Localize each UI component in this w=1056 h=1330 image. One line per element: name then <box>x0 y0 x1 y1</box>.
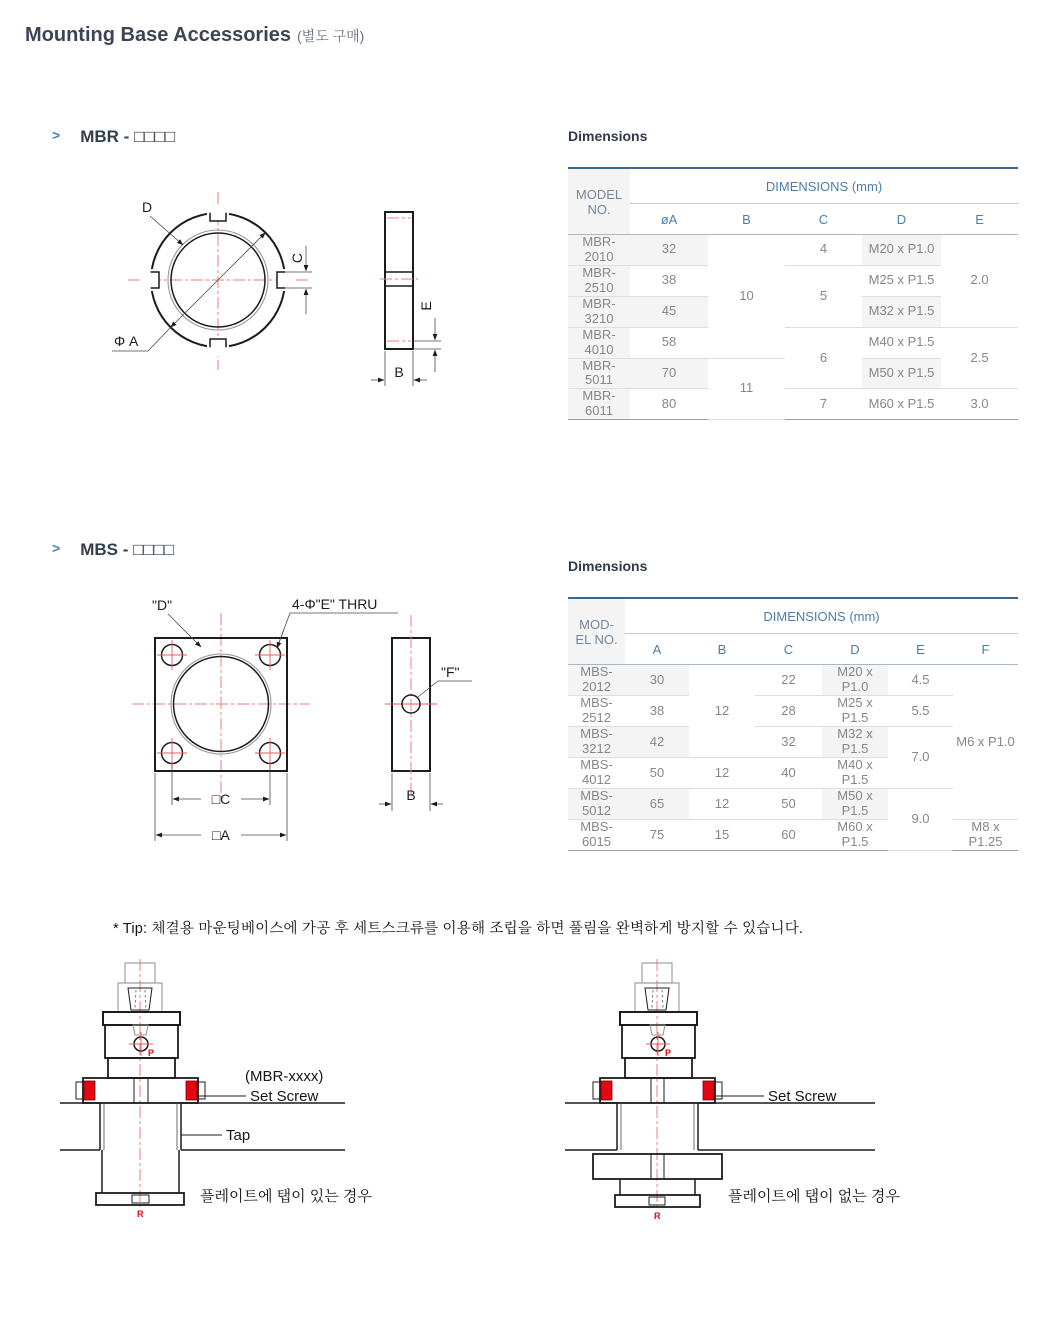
cell-c: 4 <box>785 235 862 266</box>
mbr-model-label: (MBR-xxxx) <box>245 1068 324 1085</box>
cell-b: 12 <box>689 789 755 820</box>
cell-d: M50 x P1.5 <box>822 789 888 820</box>
cell-model: MBS-2012 <box>568 665 625 696</box>
page-title-text: Mounting Base Accessories <box>25 24 292 46</box>
cell-b: 12 <box>689 758 755 789</box>
set-screw-right <box>186 1081 197 1100</box>
cell-e: 9.0 <box>888 789 953 851</box>
cell-c: 6 <box>785 327 862 389</box>
page-title <box>25 24 364 47</box>
cell-a: 38 <box>625 696 689 727</box>
mbr-technical-drawing <box>100 190 445 395</box>
cell-a: 65 <box>625 789 689 820</box>
cell-model: MBS-4012 <box>568 758 625 789</box>
cell-b: 10 <box>708 235 785 359</box>
cell-b: 11 <box>708 358 785 420</box>
table-row <box>568 235 1018 266</box>
cell-c: 50 <box>755 789 822 820</box>
tap-label: Tap <box>226 1127 251 1144</box>
mounting-plate <box>565 1103 875 1150</box>
port-r-label: R <box>137 1209 144 1219</box>
port-p-label: P <box>148 1048 155 1058</box>
cell-a: 80 <box>661 395 677 411</box>
table-row <box>568 727 1018 758</box>
mbs-dimensions-label: Dimensions <box>568 558 648 574</box>
mbs-technical-drawing <box>100 593 480 855</box>
cell-d: M20 x P1.0 <box>862 235 941 266</box>
mbr-dimensions-label: Dimensions <box>568 128 648 144</box>
cell-b: 12 <box>689 665 755 758</box>
cell-a: 42 <box>625 727 689 758</box>
cell-a: 75 <box>649 826 665 842</box>
cell-d: M40 x P1.5 <box>862 327 941 358</box>
col-header-f: F <box>953 634 1018 665</box>
dimensions-group-header: DIMENSIONS (mm) <box>625 598 1018 634</box>
dim-label-c: C <box>289 252 305 264</box>
dim-label-e: E <box>418 301 434 311</box>
cell-model: MBR-4010 <box>568 327 630 358</box>
col-header-c: C <box>785 204 862 235</box>
cell-f: M8 x P1.25 <box>968 819 1003 849</box>
mbs-side-view <box>379 615 472 811</box>
cell-model: MBR-2010 <box>568 235 630 266</box>
dim-label-thru: 4-Φ"E" THRU <box>292 596 378 612</box>
cell-e: 7.0 <box>888 727 953 789</box>
cell-c: 7 <box>819 395 828 411</box>
cell-e: 3.0 <box>970 395 989 411</box>
cell-d: M25 x P1.5 <box>822 696 888 727</box>
model-no-header: MOD- EL NO. <box>568 598 625 665</box>
dim-label-square-a: □A <box>212 827 230 843</box>
cell-a: 30 <box>625 665 689 696</box>
dim-label-phi-a: Φ A <box>114 333 139 349</box>
dim-label-d: "D" <box>152 597 173 613</box>
cell-d: M20 x P1.0 <box>822 665 888 696</box>
cell-e: 5.5 <box>888 696 953 727</box>
cell-d: M40 x P1.5 <box>822 758 888 789</box>
diagram-caption: 플레이트에 탭이 있는 경우 <box>200 1188 372 1205</box>
col-header-d: D <box>822 634 888 665</box>
table-row <box>568 789 1018 820</box>
cell-a: 32 <box>630 235 708 266</box>
cell-b: 15 <box>714 826 730 842</box>
mbr-heading-text: MBR - □□□□ <box>80 127 176 146</box>
mbs-heading-text: MBS - □□□□ <box>80 540 175 559</box>
cell-model: MBS-2512 <box>568 696 625 727</box>
mbr-front-view <box>112 192 312 370</box>
cell-a: 45 <box>630 296 708 327</box>
cell-a: 58 <box>630 327 708 358</box>
cell-d: M60 x P1.5 <box>868 395 935 411</box>
mbs-section-heading <box>52 540 174 560</box>
cell-e: 2.5 <box>941 327 1018 389</box>
tip-text: * Tip: 체결용 마운팅베이스에 가공 후 세트스크류를 이용해 조립을 하면 풀림을 완벽하게 방지할 수 있습니다. <box>113 921 804 937</box>
table-header-row <box>568 598 1018 634</box>
mbs-dimensions-table <box>568 597 1018 851</box>
diagram-caption: 플레이트에 탭이 없는 경우 <box>728 1188 900 1205</box>
cell-c: 40 <box>755 758 822 789</box>
cell-model: MBR-5011 <box>568 358 630 389</box>
cell-model: MBR-2510 <box>568 265 630 296</box>
table-header-row <box>568 168 1018 204</box>
set-screw-left <box>601 1081 612 1100</box>
port-p-label: P <box>665 1048 672 1058</box>
page-title-note: (별도 구매) <box>297 28 365 44</box>
port-r-label: R <box>654 1211 661 1221</box>
cell-f: M6 x P1.0 <box>953 665 1018 820</box>
col-header-b: B <box>689 634 755 665</box>
table-subheader-row <box>568 204 1018 235</box>
cell-c: 5 <box>785 265 862 327</box>
col-header-b: B <box>708 204 785 235</box>
assembly-diagram-without-tap <box>560 955 1000 1227</box>
set-screw-label: Set Screw <box>250 1088 319 1105</box>
col-header-e: E <box>888 634 953 665</box>
cell-a: 70 <box>630 358 708 389</box>
mbr-dimensions-table <box>568 167 1018 420</box>
cell-model: MBR-6011 <box>568 389 630 420</box>
table-row <box>568 389 1018 420</box>
cell-model: MBS-6015 <box>580 819 613 849</box>
dim-label-b: B <box>394 364 404 380</box>
cell-c: 32 <box>755 727 822 758</box>
table-subheader-row <box>568 634 1018 665</box>
chevron-right-icon: > <box>52 540 61 556</box>
cell-d: M60 x P1.5 <box>837 819 873 849</box>
mounting-plate <box>60 1103 345 1150</box>
assembly-diagram-with-tap <box>60 955 480 1227</box>
mbr-side-view <box>371 212 441 386</box>
cell-c: 60 <box>781 826 796 842</box>
col-header-c: C <box>755 634 822 665</box>
table-row <box>568 696 1018 727</box>
cell-e: 4.5 <box>888 665 953 696</box>
model-no-header: MODEL NO. <box>568 168 630 235</box>
dimensions-group-header: DIMENSIONS (mm) <box>630 168 1018 204</box>
cell-d: M32 x P1.5 <box>862 296 941 327</box>
col-header-e: E <box>941 204 1018 235</box>
set-screw-right <box>703 1081 714 1100</box>
cell-model: MBR-3210 <box>568 296 630 327</box>
cell-a: 50 <box>625 758 689 789</box>
cell-c: 28 <box>755 696 822 727</box>
mbr-section-heading <box>52 127 175 147</box>
dim-label-f: "F" <box>441 664 460 680</box>
dim-label-d: D <box>142 199 153 215</box>
cell-d: M25 x P1.5 <box>862 265 941 296</box>
col-header-a: A <box>625 634 689 665</box>
chevron-right-icon: > <box>52 127 61 143</box>
table-row <box>568 327 1018 358</box>
set-screw-label: Set Screw <box>768 1088 837 1105</box>
mbs-front-view <box>132 596 398 843</box>
col-header-d: D <box>862 204 941 235</box>
col-header-a: øA <box>630 204 708 235</box>
set-screw-left <box>84 1081 95 1100</box>
dim-label-square-c: □C <box>211 791 231 807</box>
cell-c: 22 <box>755 665 822 696</box>
table-row <box>568 665 1018 696</box>
cell-d: M32 x P1.5 <box>822 727 888 758</box>
cell-d: M50 x P1.5 <box>862 358 941 389</box>
dim-label-b: B <box>406 787 416 803</box>
cell-a: 38 <box>630 265 708 296</box>
cell-model: MBS-5012 <box>568 789 625 820</box>
cell-e: 2.0 <box>941 235 1018 328</box>
cell-model: MBS-3212 <box>568 727 625 758</box>
